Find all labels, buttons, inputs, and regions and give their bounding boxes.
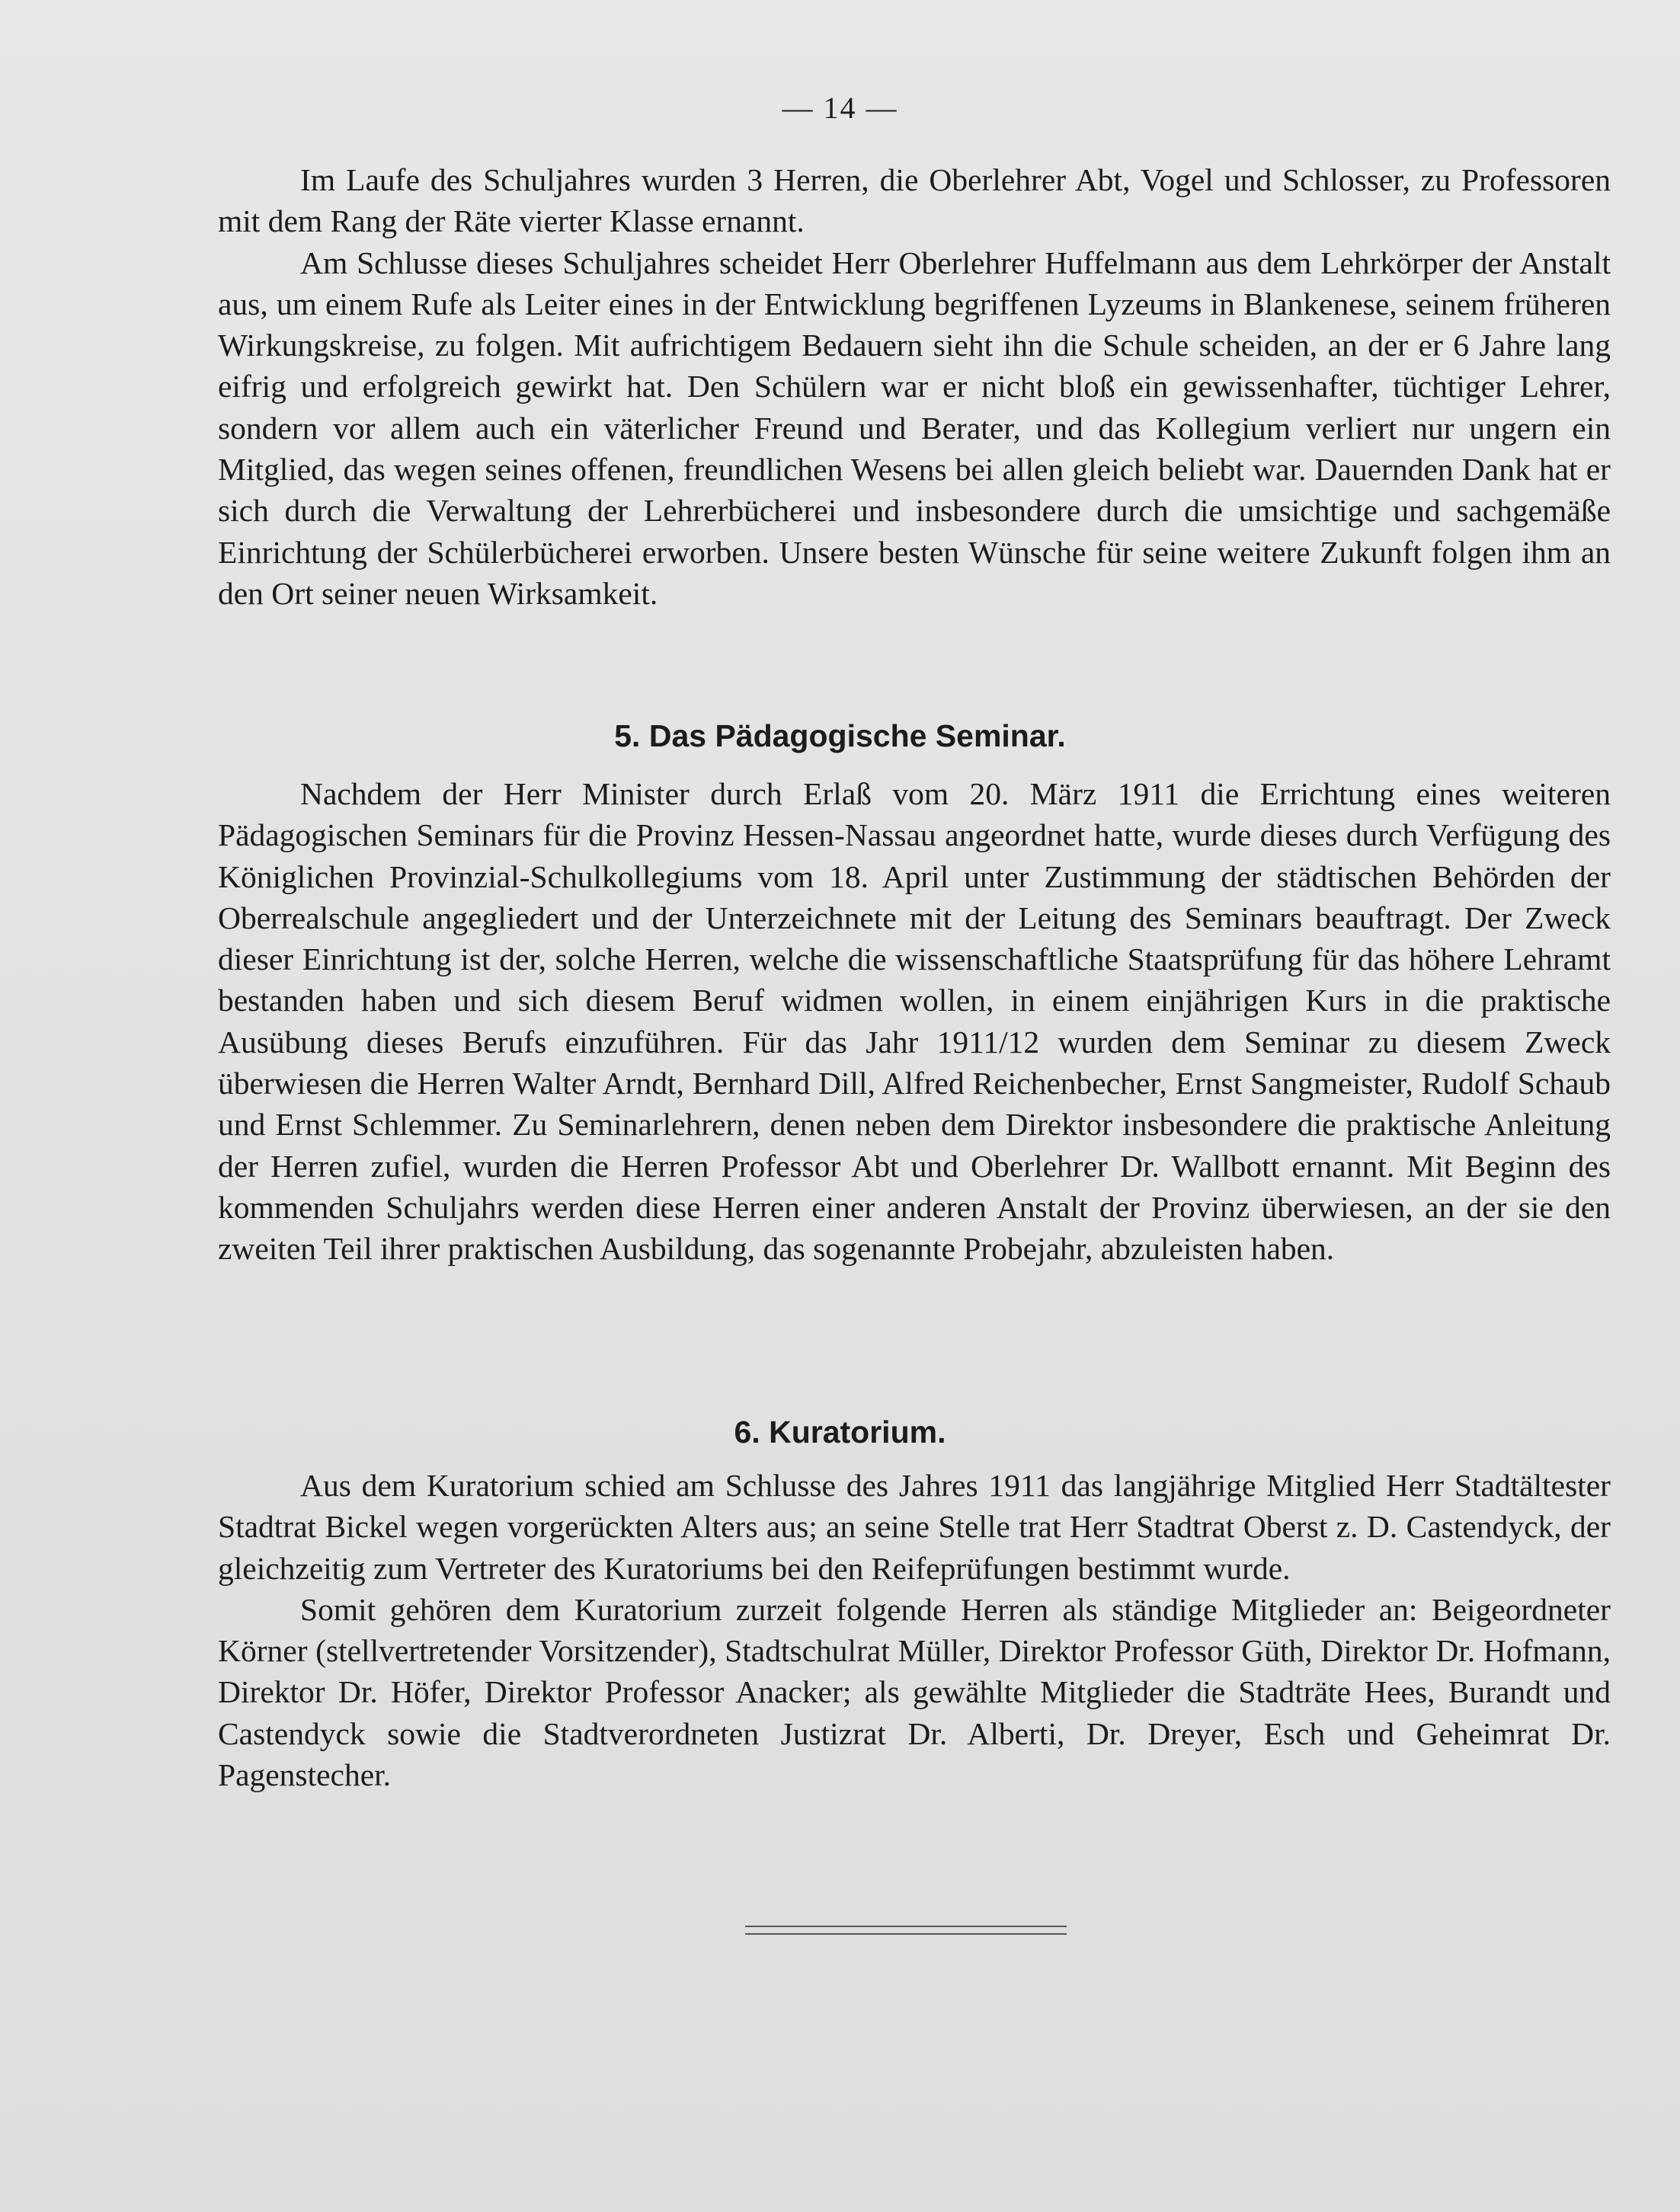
paragraph-kuratorium-change: Aus dem Kuratorium schied am Schlusse des Jahres 1911 das langjährige Mitglied Herr Stadtältester Stadtrat Bickel wegen vorgerückten Alters aus; an seine Stelle trat Herr Stadtrat Oberst z. D. Castendyck, der gleichzeitig zum Vertreter des Kuratoriums bei den Reifeprüfungen bestimmt wurde. (218, 1468, 1611, 1586)
paragraph-promotions: Im Laufe des Schuljahres wurden 3 Herren, die Oberlehrer Abt, Vogel und Schlosser, zu Professoren mit dem Rang der Räte vierter Klasse ernannt. (218, 162, 1611, 239)
section-intro (218, 159, 1611, 614)
page-number: — 14 — (782, 91, 898, 125)
heading-seminar: 5. Das Pädagogische Seminar. (614, 718, 1066, 753)
heading-kuratorium: 6. Kuratorium. (734, 1414, 946, 1450)
paragraph-kuratorium-members: Somit gehören dem Kuratorium zurzeit folgende Herren als ständige Mitglieder an: Beigeordneter Körner (stellvertretender Vorsitzender), Stadtschulrat Müller, Direktor Professor Güth, Direktor Dr. Hofmann, Direktor Dr. Höfer, Direktor Professor Anacker; als gewählte Mitglieder die Stadträte Hees, Burandt und Castendyck sowie die Stadtverordneten Justizrat Dr. Alberti, Dr. Dreyer, Esch und Geheimrat Dr. Pagenstecher. (218, 1591, 1611, 1793)
paragraph-farewell: Am Schlusse dieses Schuljahres scheidet Herr Oberlehrer Huffelmann aus dem Lehrkörper der Anstalt aus, um einem Rufe als Leiter eines in der Entwicklung begriffenen Lyzeums in Blankenese, seinem früheren Wirkungskreise, zu folgen. Mit aufrichtigem Bedauern sieht ihn die Schule scheiden, an der er 6 Jahre lang eifrig und erfolgreich gewirkt hat. Den Schülern war er nicht bloß ein gewissenhafter, tüchtiger Lehrer, sondern vor allem auch ein väterlicher Freund und Berater, und das Kollegium verliert nur ungern ein Mitglied, das wegen seines offenen, freundlichen Wesens bei allen gleich beliebt war. Dauernden Dank hat er sich durch die Verwaltung der Lehrerbücherei und insbesondere durch die umsichtige und sachgemäße Einrichtung der Schülerbücherei erworben. Unsere besten Wünsche für seine weitere Zukunft folgen ihm an den Ort seiner neuen Wirksamkeit. (218, 245, 1611, 611)
section-seminar (218, 773, 1611, 1270)
end-divider (745, 1926, 1067, 1935)
section-kuratorium (218, 1465, 1611, 1795)
paragraph-seminar: Nachdem der Herr Minister durch Erlaß vom 20. März 1911 die Errichtung eines weiteren Pädagogischen Seminars für die Provinz Hessen-Nassau angeordnet hatte, wurde dieses durch Verfügung des Königlichen Provinzial-Schulkollegiums vom 18. April unter Zustimmung der städtischen Behörden der Oberrealschule angegliedert und der Unterzeichnete mit der Leitung des Seminars beauftragt. Der Zweck dieser Einrichtung ist der, solche Herren, welche die wissenschaftliche Staatsprüfung für das höhere Lehramt bestanden haben und sich diesem Beruf widmen wollen, in einem einjährigen Kurs in die praktische Ausübung dieses Berufs einzuführen. Für das Jahr 1911/12 wurden dem Seminar zu diesem Zweck überwiesen die Herren Walter Arndt, Bernhard Dill, Alfred Reichenbecher, Ernst Sangmeister, Rudolf Schaub und Ernst Schlemmer. Zu Seminarlehrern, denen neben dem Direktor insbesondere die praktische Anleitung der Herren zufiel, wurden die Herren Professor Abt und Oberlehrer Dr. Wallbott ernannt. Mit Beginn des kommenden Schuljahrs werden diese Herren einer anderen Anstalt der Provinz überwiesen, an der sie den zweiten Teil ihrer praktischen Ausbildung, das sogenannte Probejahr, abzuleisten haben. (218, 776, 1611, 1267)
